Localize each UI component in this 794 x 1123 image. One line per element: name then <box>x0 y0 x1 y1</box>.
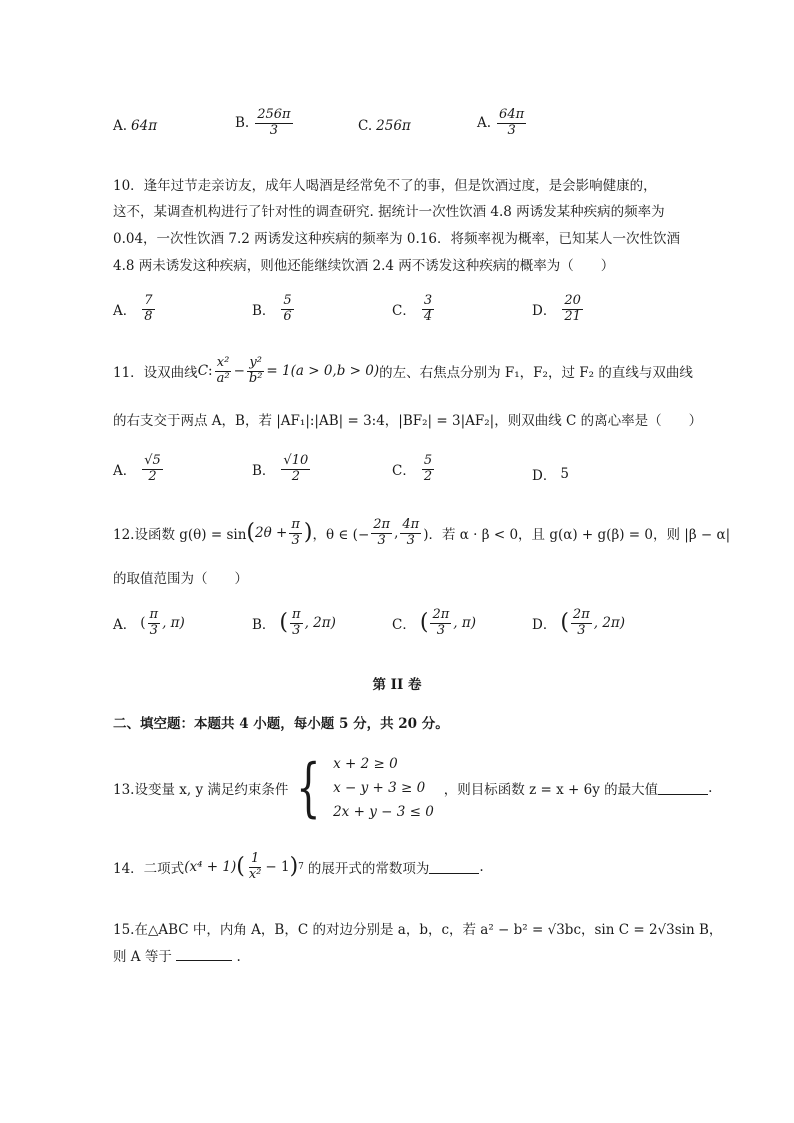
option-rest: , 2π) <box>593 615 626 632</box>
answer-blank <box>429 861 479 874</box>
q14-prefix: 14．二项式 <box>113 861 185 878</box>
fraction <box>422 454 434 485</box>
open-paren: ( <box>140 615 146 632</box>
denominator: 3 <box>577 622 586 638</box>
q10-options <box>0 294 794 334</box>
q12-prefix: 12.设函数 g(θ) = sin <box>113 527 247 544</box>
option-label: B． <box>252 617 276 634</box>
q13 <box>113 752 712 824</box>
q12-domain: ，θ ∈ (− <box>312 527 370 544</box>
numerator: 20 <box>564 293 581 308</box>
denominator: 3 <box>406 532 415 548</box>
option-label: B. <box>235 115 250 132</box>
fraction <box>422 294 434 325</box>
option-label: B． <box>252 303 276 320</box>
fraction <box>571 608 592 639</box>
option-rest: , π) <box>453 615 476 632</box>
fraction <box>290 608 303 639</box>
q12-option-c <box>392 608 476 639</box>
constraint-2: x − y + 3 ≥ 0 <box>333 780 426 796</box>
q11-option-a <box>113 454 165 485</box>
q13-end: . <box>708 780 713 796</box>
section-title: 第 II 卷 <box>372 677 422 693</box>
curve-name: C <box>197 363 209 380</box>
q15-line-1: 15.在△ABC 中，内角 A，B，C 的对边分别是 a，b，c，若 a² − b² = √3bc，sin C = 2√3sin B， <box>113 922 723 938</box>
q12-suffix: )．若 α · β < 0，且 g(α) + g(β) = 0，则 |β − α| <box>423 527 731 544</box>
binomial-base: (x⁴ + 1) <box>184 859 237 876</box>
answer-blank <box>658 782 708 795</box>
option-label: A． <box>113 617 137 634</box>
option-label: B． <box>252 463 276 480</box>
denominator: b² <box>248 370 263 386</box>
open-paren: ( <box>279 610 289 636</box>
left-brace: { <box>296 751 321 825</box>
fraction <box>289 518 302 549</box>
denominator: 2 <box>423 468 433 484</box>
q12-options <box>0 608 794 648</box>
option-label: C. <box>358 118 373 134</box>
numerator: y² <box>249 355 262 370</box>
fraction <box>142 454 163 485</box>
fraction <box>247 356 265 387</box>
q11-option-b <box>252 454 312 485</box>
fraction <box>255 108 292 139</box>
option-rest: , 2π) <box>304 615 336 632</box>
q10-option-b <box>252 294 296 325</box>
q12-option-a <box>113 608 185 639</box>
numerator: 3 <box>423 293 433 308</box>
section-heading: 二、填空题：本题共 4 小题，每小题 5 分，共 20 分。 <box>113 716 449 732</box>
q13-suffix: ，则目标函数 z = x + 6y 的最大值 <box>443 782 659 798</box>
denominator: 3 <box>291 532 300 548</box>
q11-suffix: 的左、右焦点分别为 F₁，F₂，过 F₂ 的直线与双曲线 <box>379 365 693 382</box>
fraction <box>247 852 264 883</box>
q11-prefix: 11．设双曲线 <box>113 365 198 382</box>
equation-rest: = 1(a > 0,b > 0) <box>266 363 380 380</box>
denominator: 6 <box>283 308 292 324</box>
denominator: 21 <box>564 308 581 324</box>
q10-option-c <box>392 294 436 325</box>
option-label: C． <box>392 617 416 634</box>
fraction <box>281 454 310 485</box>
q15-end: . <box>236 949 241 965</box>
q14-end: . <box>479 859 484 876</box>
option-label: A． <box>113 303 137 320</box>
numerator: 5 <box>283 293 292 308</box>
q11-option-d <box>532 464 569 484</box>
q14-suffix: 的展开式的常数项为 <box>307 861 430 878</box>
q13-prefix: 13.设变量 x, y 满足约束条件 <box>113 782 289 798</box>
option-label: C． <box>392 303 416 320</box>
numerator: 7 <box>144 293 153 308</box>
q10-option-a <box>113 294 157 325</box>
q9-option-b <box>235 108 295 139</box>
denominator: 8 <box>144 308 153 324</box>
open-paren: ( <box>560 610 569 636</box>
numerator: 2π <box>373 517 391 532</box>
open-paren: ( <box>419 610 429 636</box>
fraction <box>400 518 421 549</box>
q15-line-2 <box>113 945 241 965</box>
option-label: A． <box>113 463 137 480</box>
denominator: a² <box>216 370 230 386</box>
option-text: 256π <box>376 118 411 134</box>
q9-option-a <box>113 118 157 134</box>
option-label: D． <box>532 617 557 634</box>
option-label: A. <box>113 118 128 134</box>
q10-line-4: 4.8 两未诱发这种疾病，则他还能继续饮酒 2.4 两不诱发这种疾病的概率为（ ） <box>113 258 615 274</box>
denominator: 3 <box>149 622 158 638</box>
option-label: A. <box>477 115 492 132</box>
denominator: 3 <box>292 622 301 638</box>
numerator: 2π <box>572 607 590 622</box>
numerator: √10 <box>283 453 309 468</box>
binomial-tail: − 1 <box>265 859 290 876</box>
denominator: 3 <box>507 122 516 138</box>
q12-option-d <box>532 608 625 639</box>
option-label: D． <box>532 468 557 484</box>
fraction <box>148 608 161 639</box>
q10-line-2: 这不，某调查机构进行了针对性的调查研究. 据统计一次性饮酒 4.8 两诱发某种疾病的频率为 <box>113 204 665 220</box>
fraction <box>215 356 232 387</box>
denominator: 2 <box>148 468 157 484</box>
answer-blank <box>176 948 232 961</box>
q14: 14．二项式 (x⁴ + 1) ( $\frac{1}{\text{x²}}$ − 1 ) 7 的展开式的常数项为 . <box>113 851 484 882</box>
numerator: 5 <box>423 453 433 468</box>
q11-option-c <box>392 454 436 485</box>
q9-options <box>0 108 794 148</box>
q12-option-b <box>252 608 336 639</box>
numerator: π <box>149 607 159 622</box>
numerator: π <box>291 517 300 532</box>
numerator: √5 <box>144 453 161 468</box>
q15-prefix: 则 A 等于 <box>113 949 172 965</box>
numerator: 1 <box>250 851 260 866</box>
q12-line-1: 12.设函数 g(θ) = sin ( 2θ + $\frac{\pi}{3}$ ) ，θ ∈ (− $\frac{2\pi}{3}$ , $\frac{4\pi}{3}$ )．若 α · β < 0，且 g(α) + g(β) = 0，则 |β − α| <box>113 517 731 548</box>
constraint-3: 2x + y − 3 ≤ 0 <box>333 804 434 820</box>
fraction <box>371 518 392 549</box>
option-text: 64π <box>131 118 158 134</box>
denominator: 2 <box>291 468 300 484</box>
numerator: 64π <box>499 107 525 122</box>
option-label: D． <box>532 303 557 320</box>
exponent: 7 <box>298 862 304 873</box>
q11-line-2: 的右支交于两点 A，B，若 |AF₁|:|AB| = 3:4，|BF₂| = 3|AF₂|，则双曲线 C 的离心率是（ ） <box>113 413 703 429</box>
q12-line-2: 的取值范围为（ ） <box>113 571 248 587</box>
fraction <box>430 608 451 639</box>
fraction <box>281 294 293 325</box>
fraction <box>497 108 526 139</box>
option-rest: , π) <box>162 615 185 632</box>
denominator: x² <box>248 866 262 882</box>
q9-option-c <box>358 118 411 134</box>
constraint-system <box>333 752 434 824</box>
numerator: 256π <box>257 107 291 122</box>
denominator: 3 <box>269 122 279 138</box>
numerator: π <box>292 607 301 622</box>
q9-option-d <box>477 108 528 139</box>
fraction <box>562 294 583 325</box>
q12-inner: 2θ + <box>255 525 288 542</box>
numerator: x² <box>216 355 230 370</box>
denominator: 3 <box>436 622 445 638</box>
q11-line-1: 11．设双曲线 C : $\frac{\text{x²}}{\text{a²}}$ − $\frac{\text{y²}}{\text{b²}}$ = 1(a > 0,b > 0) 的左、右焦点分别为 F₁，F₂，过 F₂ 的直线与双曲线 <box>113 355 693 386</box>
denominator: 4 <box>423 308 433 324</box>
fraction <box>142 294 154 325</box>
option-text: 5 <box>560 466 569 482</box>
numerator: 2π <box>432 607 450 622</box>
denominator: 3 <box>377 532 386 548</box>
constraint-1: x + 2 ≥ 0 <box>333 756 398 772</box>
option-label: C． <box>392 463 416 480</box>
q10-line-1: 10．逢年过节走亲访友，成年人喝酒是经常免不了的事，但是饮酒过度，是会影响健康的， <box>113 178 657 194</box>
q10-line-3: 0.04，一次性饮酒 7.2 两诱发这种疾病的频率为 0.16．将频率视为概率，已知某人一次性饮酒 <box>113 231 680 247</box>
q11-options <box>0 454 794 494</box>
numerator: 4π <box>402 517 420 532</box>
q10-option-d <box>532 294 585 325</box>
